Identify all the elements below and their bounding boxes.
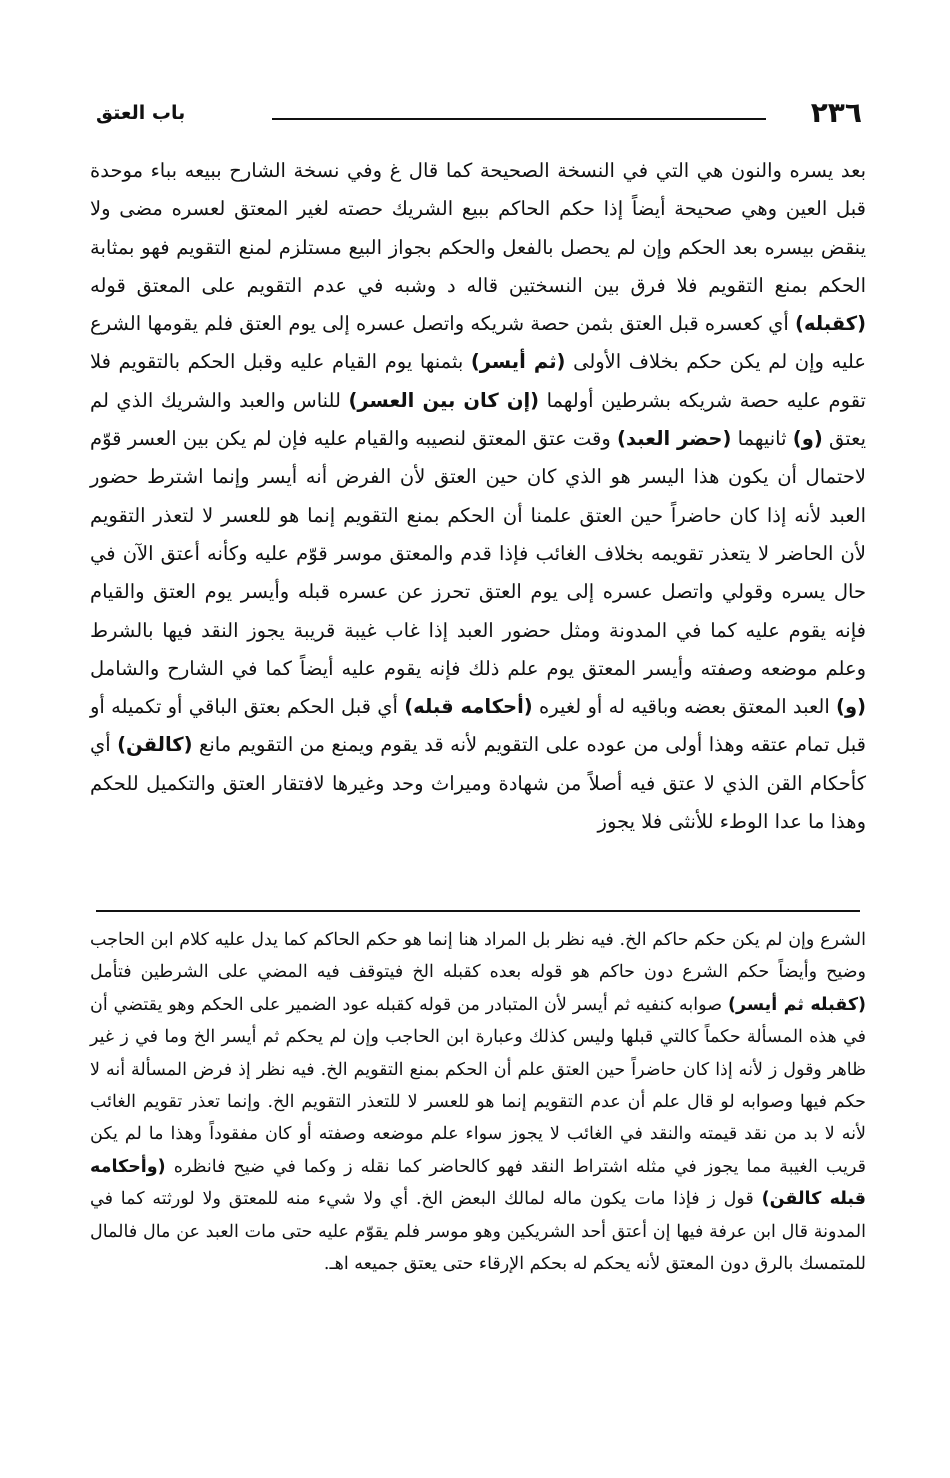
text-segment: بثمنها يوم القيام عليه وقبل الحكم بالتقويم فلا تقوم عليه حصة شريكه بشرطين أولهما (90, 350, 866, 412)
text-segment: ثانيهما (737, 427, 787, 451)
quoted-matn: (كقبله ثم أيسر) (727, 994, 866, 1015)
page-number: ٢٣٦ (810, 96, 862, 129)
text-segment: العبد المعتق بعضه وباقيه له أو لغيره (538, 695, 830, 719)
main-commentary-text (90, 152, 866, 841)
quoted-matn: (إن كان بين العسر) (348, 388, 540, 412)
quoted-matn: (ثم أيسر) (470, 350, 566, 374)
text-segment: بعد يسره والنون هي التي في النسخة الصحيحة كما قال غ وفي نسخة الشارح ببيعه بباء موحدة قبل العين وهي صحيحة أيضاً إذا حكم الحاكم ببيع الشريك حصته لغير المعتق لعسره مضى ولا ينقض بيسره بعد الحكم وإن لم يحصل بالفعل والحكم بجواز البيع مستلزم لمنع التقويم فهو بمثابة الحكم بمنع التقويم فلا فرق بين النسختين قاله د وشبه في عدم التقويم على المعتق قوله (90, 159, 866, 297)
main-paragraph (90, 152, 866, 841)
quoted-matn: (أحكامه قبله) (404, 695, 533, 719)
text-segment: وقت عتق المعتق لنصيبه والقيام عليه فإن لم يكن بين العسر قوّم لاحتمال أن يكون هذا اليسر هو الذي كان حين العتق لأن الفرض أنه أيسر وإنما اشترط حضور العبد لأنه إذا كان حاضراً حين العتق علمنا أن الحكم بمنع التقويم إنما هو للعسر لا لتعذر التقويم لأن الحاضر لا يتعذر تقويمه بخلاف الغائب فإذا قدم والمعتق موسر قوّم عليه وكأنه أعتق الآن في حال يسره وقولي واتصل عسره إلى يوم العتق تحرز عن عسره قبله وأيسر يوم العتق والقيام فإنه يقوم عليه كما في المدونة ومثل حضور العبد إذا غاب غيبة قريبة يجوز النقد فيها بالشرط وعلم موضعه وصفته وأيسر المعتق يوم علم ذلك فإنه يقوم عليه أيضاً كما في الشارح والشامل (90, 427, 866, 680)
header-rule (272, 118, 766, 120)
note-segment: قول ز فإذا مات يكون ماله لمالك البعض الخ. أي ولا شيء منه للمعتق ولا لورثته كما في المدونة قال ابن عرفة فيها إن أعتق أحد الشريكين وهو موسر فلم يقوّم عليه حتى مات العبد عن مال فالمال للمتمسك بالرق دون المعتق لأنه يحكم له بحكم الإرقاء حتى يعتق جميعه اهـ. (90, 1189, 866, 1275)
quoted-matn: (حضر العبد) (617, 427, 732, 451)
quoted-matn: (كقبله) (795, 312, 866, 336)
quoted-matn: (و) (836, 695, 866, 719)
footnote-paragraph (90, 924, 866, 1280)
quoted-matn: (كالقن) (117, 733, 193, 757)
footnote-text (90, 924, 866, 1280)
text-segment: أي قبل الحكم بعتق الباقي أو تكميله أو قبل تمام عتقه وهذا أولى من عوده على التقويم لأنه قد يقوم ويمنع من التقويم مانع (90, 695, 866, 757)
chapter-title: باب العتق (96, 102, 186, 124)
text-segment: للناس والعبد والشريك الذي لم يعتق (90, 388, 866, 451)
quoted-matn: (و) (792, 427, 823, 451)
page-header (96, 96, 862, 136)
note-segment: صوابه كنفيه ثم أيسر لأن المتبادر من قوله كقبله عود الضمير على الحكم وهو يقتضي أن في هذه المسألة حكماً كالتي قبلها وليس كذلك وعبارة ابن الحاجب وإن لم يحكم ثم أيسر الخ وما في ز غير ظاهر وقول ز لأنه إذا كان حاضراً حين العتق علم أن الحكم بمنع التقويم الخ. فيه نظر إذ فرض المسألة أنه لا حكم فيها وصوابه لو قال علم أن عدم التقويم إنما هو للعسر لا للتعذر التقويم الخ. وإنما تعذر تقويم الغائب لأنه لا بد من نقد قيمته والنقد في الغائب لا يجوز سواء علم موضعه وصفته أو كان مفقوداً وهذا ما لم يكن قريب الغيبة مما يجوز في مثله اشتراط النقد فهو كالحاضر كما نقله ز وكما في ضيح فانظره (90, 994, 866, 1177)
note-segment: الشرع وإن لم يكن حكم حاكم الخ. فيه نظر بل المراد هنا إنما هو حكم الحاكم كما يدل عليه كلام ابن الحاجب وضيح وأيضاً حكم الشرع دون حاكم هو قوله بعده كقبله الخ فيتوقف فيه المضي على الشرطين فتأمل (90, 930, 866, 983)
footnote-divider (96, 910, 860, 912)
text-segment: أي كعسره قبل العتق بثمن حصة شريكه واتصل عسره إلى يوم العتق فلم يقومها الشرع عليه وإن لم يكن حكم بخلاف الأولى (90, 312, 866, 374)
quoted-matn: (وأحكامه قبله كالقن) (90, 1156, 866, 1210)
text-segment: أي كأحكام القن الذي لا عتق فيه أصلاً من شهادة وميراث وحد وغيرها لافتقار العتق والتكميل للحكم وهذا ما عدا الوطء للأنثى فلا يجوز (90, 733, 866, 834)
